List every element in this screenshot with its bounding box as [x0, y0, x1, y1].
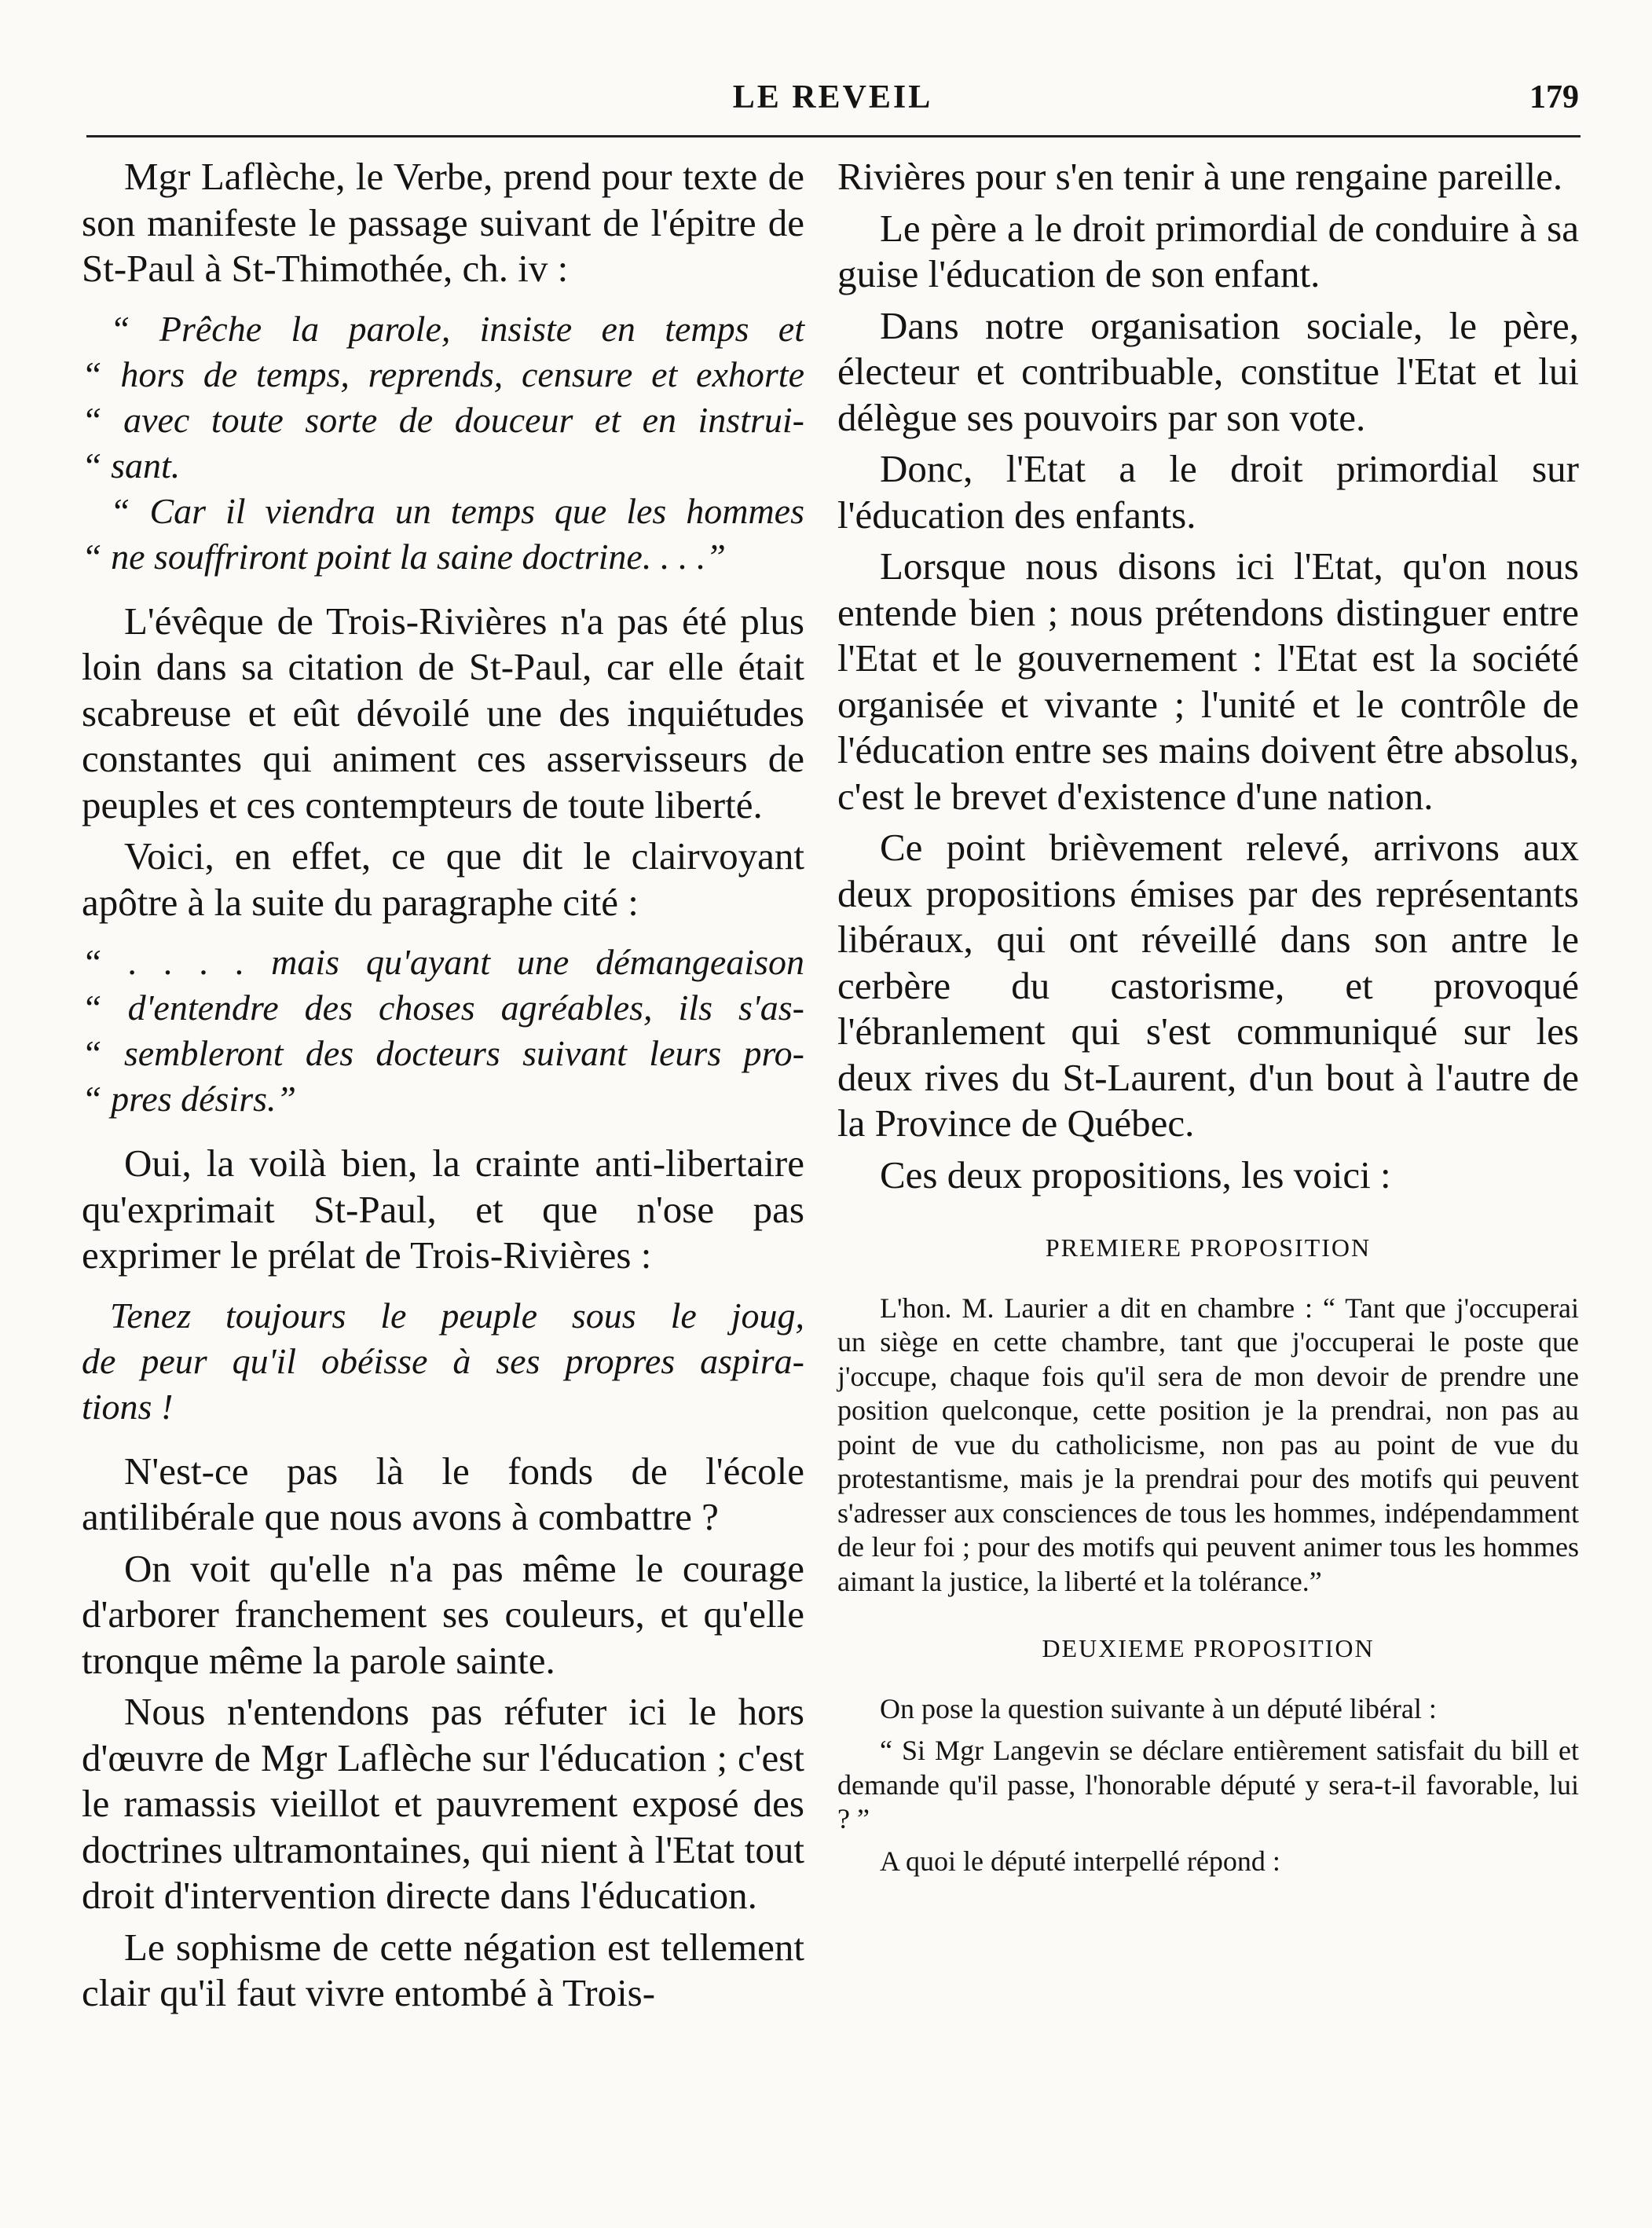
quote-line: “ d'entendre des choses agréables, ils s'as-: [82, 988, 804, 1028]
scripture-quote: [82, 940, 804, 1122]
paragraph: L'évêque de Trois-Rivières n'a pas été plus loin dans sa citation de St-Paul, car elle était scabreuse et eût dévoilé une des inquiétudes constantes qui animent ces asservisseurs de peuples et ces contempteurs de toute liberté.: [82, 599, 804, 826]
paragraph: Lorsque nous disons ici l'Etat, qu'on nous entende bien ; nous prétendons distinguer entre l'Etat et le gouvernement : l'Etat est la société organisée et vivante ; l'unité et le contrôle de l'éducation entre ses mains doivent être absolus, c'est le brevet d'existence d'une nation.: [837, 544, 1579, 818]
paragraph: Nous n'entendons pas réfuter ici le hors d'œuvre de Mgr Laflèche sur l'éducation ; c'est le ramassis vieillot et pauvrement exposé des doctrines ultramontaines, qui nient à l'Etat tout droit d'intervention directe dans l'éducation.: [82, 1690, 804, 1917]
page-header: [86, 68, 1579, 123]
paragraph: Ces deux propositions, les voici :: [880, 1152, 1391, 1196]
paragraph: Ce point brièvement relevé, arrivons aux deux propositions émises par des représentants libéraux, qui ont réveillé dans son antre le cerbère du castorisme, et provoqué l'ébranlement qui s'est communiqué sur les deux rives du St-Laurent, d'un bout à l'autre de la Province de Québec.: [837, 826, 1579, 1145]
left-column: [82, 154, 804, 2022]
paraphrase-quote: [82, 1293, 804, 1430]
paragraph: On voit qu'elle n'a pas même le courage d'arborer franchement ses couleurs, et qu'elle tronque même la parole sainte.: [82, 1546, 804, 1682]
quote-line: “ Car il viendra un temps que les hommes: [110, 490, 804, 531]
proposition-text: A quoi le député interpellé répond :: [880, 1845, 1280, 1877]
paragraph: Oui, la voilà bien, la crainte anti-libertaire qu'exprimait St-Paul, et que n'ose pas exprimer le prélat de Trois-Rivières :: [82, 1141, 804, 1277]
paragraph: Voici, en effet, ce que dit le clairvoyant apôtre à la suite du paragraphe cité :: [82, 834, 804, 924]
quote-line: de peur qu'il obéisse à ses propres aspira-: [82, 1340, 804, 1381]
section-heading: PREMIERE PROPOSITION: [1045, 1233, 1372, 1262]
paragraph: Mgr Laflèche, le Verbe, prend pour texte de son manifeste le passage suivant de l'épitre de St-Paul à St-Thimothée, ch. iv :: [82, 155, 804, 290]
paragraph: Donc, l'Etat a le droit primordial sur l'éducation des enfants.: [837, 447, 1579, 537]
header-rule: [86, 135, 1581, 137]
paragraph: Le père a le droit primordial de conduire à sa guise l'éducation de son enfant.: [837, 206, 1579, 295]
proposition-text: L'hon. M. Laurier a dit en chambre : “ Tant que j'occuperai un siège en cette chambre, tant que j'occuperai le poste que j'occupe, chaque fois qu'il sera de mon devoir de prendre une position quelconque, cette position je la prendrai, non pas au point de vue du catholicisme, non pas au point de vue du protestantisme, mais je la prendrai pour des motifs qui peuvent s'adresser aux consciences de tous les hommes, indépendamment de leur foi ; pour des motifs qui peuvent animer tous les hommes aimant la justice, la liberté et la tolérance.”: [837, 1292, 1579, 1597]
scripture-quote: [82, 306, 804, 580]
section-heading: DEUXIEME PROPOSITION: [1042, 1634, 1375, 1662]
proposition-text: “ Si Mgr Langevin se déclare entièrement satisfait du bill et demande qu'il passe, l'honorable député y sera-t-il favorable, lui ? ”: [837, 1735, 1579, 1834]
paragraph: Rivières pour s'en tenir à une rengaine pareille.: [837, 155, 1563, 198]
quote-line: “ . . . . mais qu'ayant une démangeaison: [82, 942, 804, 982]
proposition-text: On pose la question suivante à un député libéral :: [880, 1692, 1437, 1724]
paragraph: Le sophisme de cette négation est tellement clair qu'il faut vivre entombé à Trois-: [82, 1925, 804, 2014]
quote-line: “ ne souffriront point la saine doctrine. . . .”: [82, 536, 726, 577]
quote-line: “ avec toute sorte de douceur et en instrui-: [82, 399, 804, 440]
quote-line: “ sant.: [82, 445, 181, 486]
quote-line: “ pres désirs.”: [82, 1079, 297, 1119]
paragraph: Dans notre organisation sociale, le père, électeur et contribuable, constitue l'Etat et lui délègue ses pouvoirs par son vote.: [837, 303, 1579, 439]
quote-line: “ Prêche la parole, insiste en temps et: [110, 308, 804, 349]
page-number: 179: [1529, 79, 1579, 115]
quote-line: Tenez toujours le peuple sous le joug,: [110, 1295, 804, 1336]
paragraph: N'est-ce pas là le fonds de l'école antilibérale que nous avons à combattre ?: [82, 1449, 804, 1538]
quote-line: “ hors de temps, reprends, censure et exhorte: [82, 354, 804, 394]
running-title: LE REVEIL: [732, 79, 933, 115]
quote-line: “ sembleront des docteurs suivant leurs pro-: [82, 1033, 804, 1073]
quote-line: tions !: [82, 1386, 174, 1427]
right-column: [837, 154, 1579, 1886]
